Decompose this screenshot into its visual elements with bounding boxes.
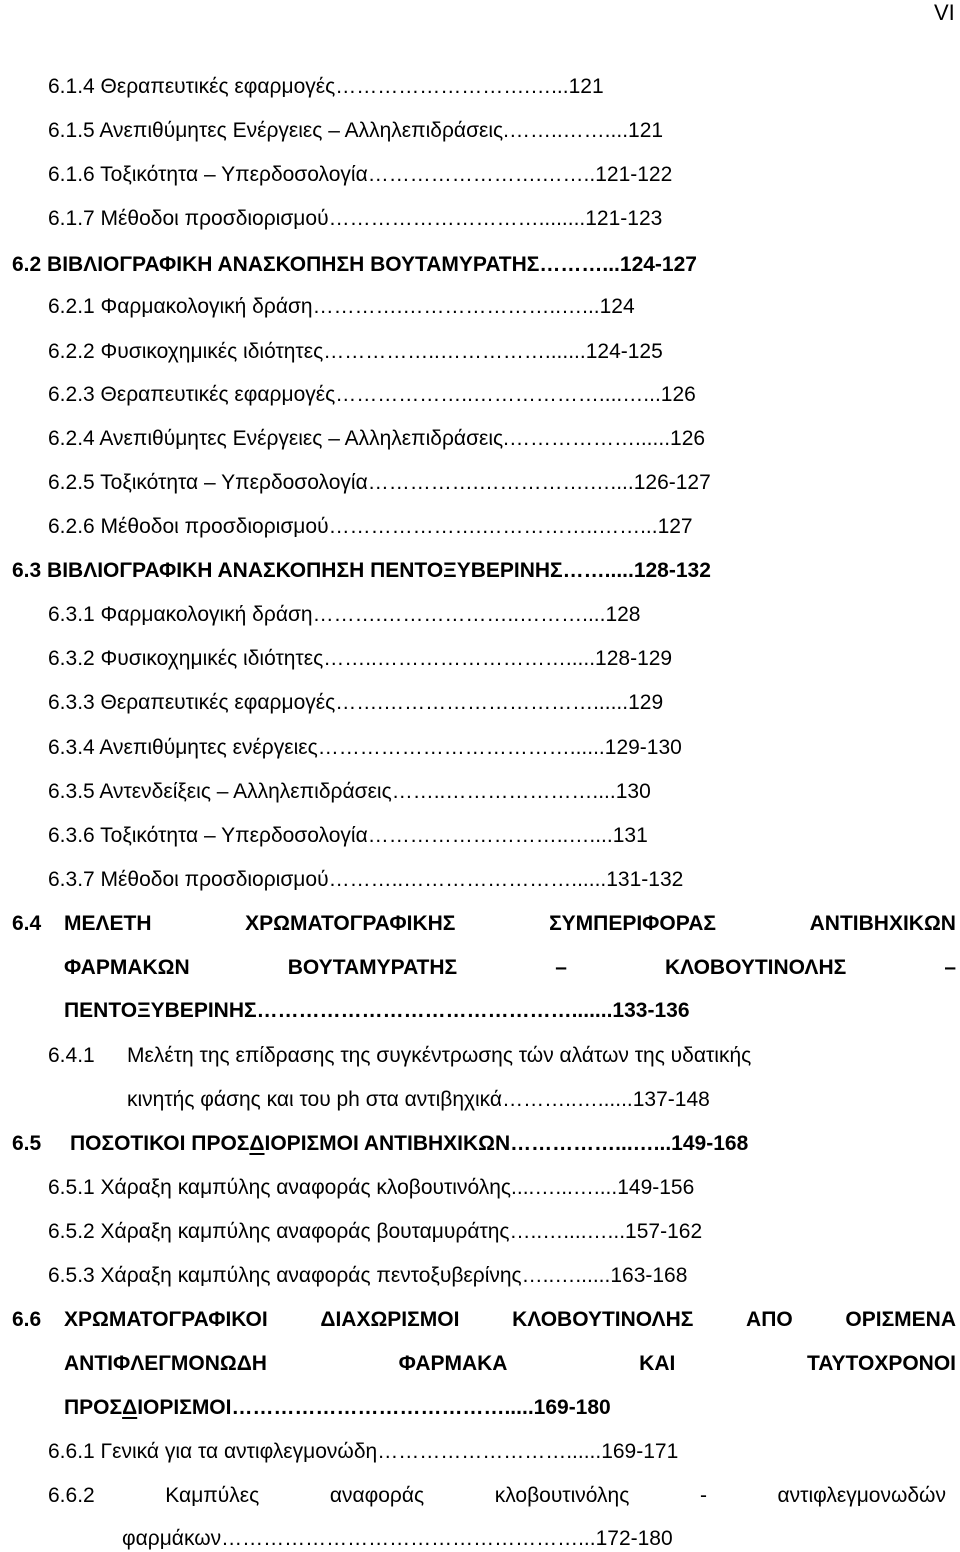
- heading-part: ΠΟΣΟΤΙΚΟΙ ΠΡΟΣ: [70, 1132, 250, 1155]
- heading-underlined-letter: Δ: [122, 1396, 138, 1419]
- toc-heading-6-4-line2: [64, 957, 956, 978]
- toc-heading-6-4-line3: ΠΕΝΤΟΞΥΒΕΡΙΝΗΣ……………………………………….......133-136: [64, 999, 690, 1022]
- toc-line-6-3-3: 6.3.3 Θεραπευτικές εφαρμογές…….…………………………......129: [48, 691, 664, 714]
- toc-line-6-4-1-number: 6.4.1: [48, 1044, 95, 1067]
- page-number: VI: [934, 0, 955, 25]
- toc-line-6-2-6: 6.2.6 Μέθοδοι προσδιορισμού………………….……………..……...127: [48, 515, 693, 538]
- toc-word: -: [699, 1484, 707, 1507]
- toc-heading-6-3: 6.3 ΒΙΒΛΙΟΓΡΑΦΙΚΗ ΑΝΑΣΚΟΠΗΣΗ ΠΕΝΤΟΞΥΒΕΡΙΝΗΣ…….....128-132: [12, 559, 711, 582]
- heading-word: ΚΛΟΒΟΥΤΙΝΟΛΗΣ: [664, 956, 847, 979]
- heading-word: ΚΛΟΒΟΥΤΙΝΟΛΗΣ: [512, 1308, 694, 1331]
- toc-line-6-3-7: 6.3.7 Μέθοδοι προσδιορισμού………..……………………......131-132: [48, 868, 684, 891]
- toc-heading-6-6-line1: [64, 1309, 956, 1330]
- toc-line-6-2-4: 6.2.4 Ανεπιθύμητες Ενέργειες – Αλληλεπιδράσεις.………………......126: [48, 427, 706, 450]
- heading-word: –: [555, 956, 567, 979]
- heading-underlined-letter: Δ: [249, 1132, 265, 1155]
- heading-word: ΒΟΥΤΑΜΥΡΑΤΗΣ: [287, 956, 458, 979]
- heading-word: ΦΑΡΜΑΚΑ: [398, 1352, 508, 1375]
- toc-line-6-6-2-line2: φαρμάκων……………………………………………...172-180: [122, 1527, 673, 1550]
- toc-line-6-2-2: 6.2.2 Φυσικοχημικές ιδιότητες……………..…………….......124-125: [48, 340, 663, 363]
- heading-word: ΑΝΤΙΦΛΕΓΜΟΝΩΔΗ: [64, 1352, 267, 1375]
- toc-line-6-1-6: 6.1.6 Τοξικότητα – Υπερδοσολογία…………………….……..121-122: [48, 163, 673, 186]
- heading-part: ΠΡΟΣ: [64, 1396, 123, 1419]
- toc-line-6-5-1: 6.5.1 Χάραξη καμπύλης αναφοράς κλοβουτινόλης....…...…....149-156: [48, 1176, 695, 1199]
- toc-line-6-2-3: 6.2.3 Θεραπευτικές εφαρμογές………………..………………....…...126: [48, 383, 696, 406]
- heading-word: ΜΕΛΕΤΗ: [64, 912, 152, 935]
- toc-line-6-2-5: 6.2.5 Τοξικότητα – Υπερδοσολογία…………….…………….…....126-127: [48, 471, 711, 494]
- heading-word: ΑΠΟ: [746, 1308, 793, 1331]
- heading-word: ΔΙΑΧΩΡΙΣΜΟΙ: [320, 1308, 460, 1331]
- toc-heading-6-4-line1: [64, 913, 956, 934]
- toc-line-6-3-5: 6.3.5 Αντενδείξεις – Αλληλεπιδράσεις……..…………………....130: [48, 780, 651, 803]
- toc-line-6-1-5: 6.1.5 Ανεπιθύμητες Ενέργειες – Αλληλεπιδράσεις.……..……....121: [48, 119, 664, 142]
- toc-line-6-6-2-line1: [48, 1485, 946, 1506]
- toc-line-6-6-1: 6.6.1 Γενικά για τα αντιφλεγμονώδη………………………......169-171: [48, 1440, 679, 1463]
- toc-line-6-3-6: 6.3.6 Τοξικότητα – Υπερδοσολογία………………………..…....131: [48, 824, 648, 847]
- heading-word: ΤΑΥΤΟΧΡΟΝΟΙ: [807, 1352, 956, 1375]
- toc-heading-6-6-line3: [64, 1397, 611, 1418]
- toc-word: αναφοράς: [329, 1484, 425, 1507]
- toc-word: κλοβουτινόλης: [494, 1484, 630, 1507]
- toc-line-6-5-3: 6.5.3 Χάραξη καμπύλης αναφοράς πεντοξυβερίνης…..…......163-168: [48, 1264, 688, 1287]
- toc-heading-6-6-line2: [64, 1353, 956, 1374]
- toc-line-6-2-1: 6.2.1 Φαρμακολογική δράση………….…………………..…...124: [48, 295, 635, 318]
- heading-word: –: [944, 956, 956, 979]
- toc-line-6-3-1: 6.3.1 Φαρμακολογική δράση……….………………..………....128: [48, 603, 641, 626]
- toc-word: Καμπύλες: [165, 1484, 260, 1507]
- heading-word: ΑΝΤΙΒΗΧΙΚΩΝ: [809, 912, 956, 935]
- heading-part: ΙΟΡΙΣΜΟΙ………………………………….....169-180: [137, 1396, 611, 1419]
- toc-heading-6-6-number: 6.6: [12, 1308, 42, 1331]
- toc-line-6-5-2: 6.5.2 Χάραξη καμπύλης αναφοράς βουταμυράτης…..…....…...157-162: [48, 1220, 703, 1243]
- heading-word: ΦΑΡΜΑΚΩΝ: [64, 956, 190, 979]
- toc-line-6-3-4: 6.3.4 Ανεπιθύμητες ενέργειες………………………………......129-130: [48, 736, 682, 759]
- toc-line-6-4-1-line2: κινητής φάσης και του ph στα αντιβηχικά………..…......137-148: [127, 1088, 710, 1111]
- toc-heading-6-2: 6.2 ΒΙΒΛΙΟΓΡΑΦΙΚΗ ΑΝΑΣΚΟΠΗΣΗ ΒΟΥΤΑΜΥΡΑΤΗΣ………...124-127: [12, 253, 697, 276]
- toc-line-6-4-1-line1: Μελέτη της επίδρασης της συγκέντρωσης τών αλάτων της υδατικής: [127, 1044, 752, 1067]
- toc-line-6-3-2: 6.3.2 Φυσικοχημικές ιδιότητες……..……………………….....128-129: [48, 647, 673, 670]
- toc-word: 6.6.2: [48, 1484, 95, 1507]
- heading-part: ΙΟΡΙΣΜΟΙ ΑΝΤΙΒΗΧΙΚΩΝ……………...…...149-168: [264, 1132, 749, 1155]
- toc-heading-6-5-number: 6.5: [12, 1132, 42, 1155]
- toc-line-6-1-4: 6.1.4 Θεραπευτικές εφαρμογές……………………….…...121: [48, 75, 604, 98]
- toc-line-6-1-7: 6.1.7 Μέθοδοι προσδιορισμού…………………………........121-123: [48, 207, 663, 230]
- heading-word: ΚΑΙ: [639, 1352, 676, 1375]
- heading-word: ΟΡΙΣΜΕΝΑ: [845, 1308, 956, 1331]
- toc-word: αντιφλεγμονωδών: [777, 1484, 946, 1507]
- toc-heading-6-4-number: 6.4: [12, 912, 42, 935]
- toc-heading-6-5: [70, 1133, 748, 1154]
- heading-word: ΧΡΩΜΑΤΟΓΡΑΦΙΚΗΣ: [245, 912, 456, 935]
- heading-word: ΣΥΜΠΕΡΙΦΟΡΑΣ: [549, 912, 716, 935]
- heading-word: ΧΡΩΜΑΤΟΓΡΑΦΙΚΟΙ: [64, 1308, 268, 1331]
